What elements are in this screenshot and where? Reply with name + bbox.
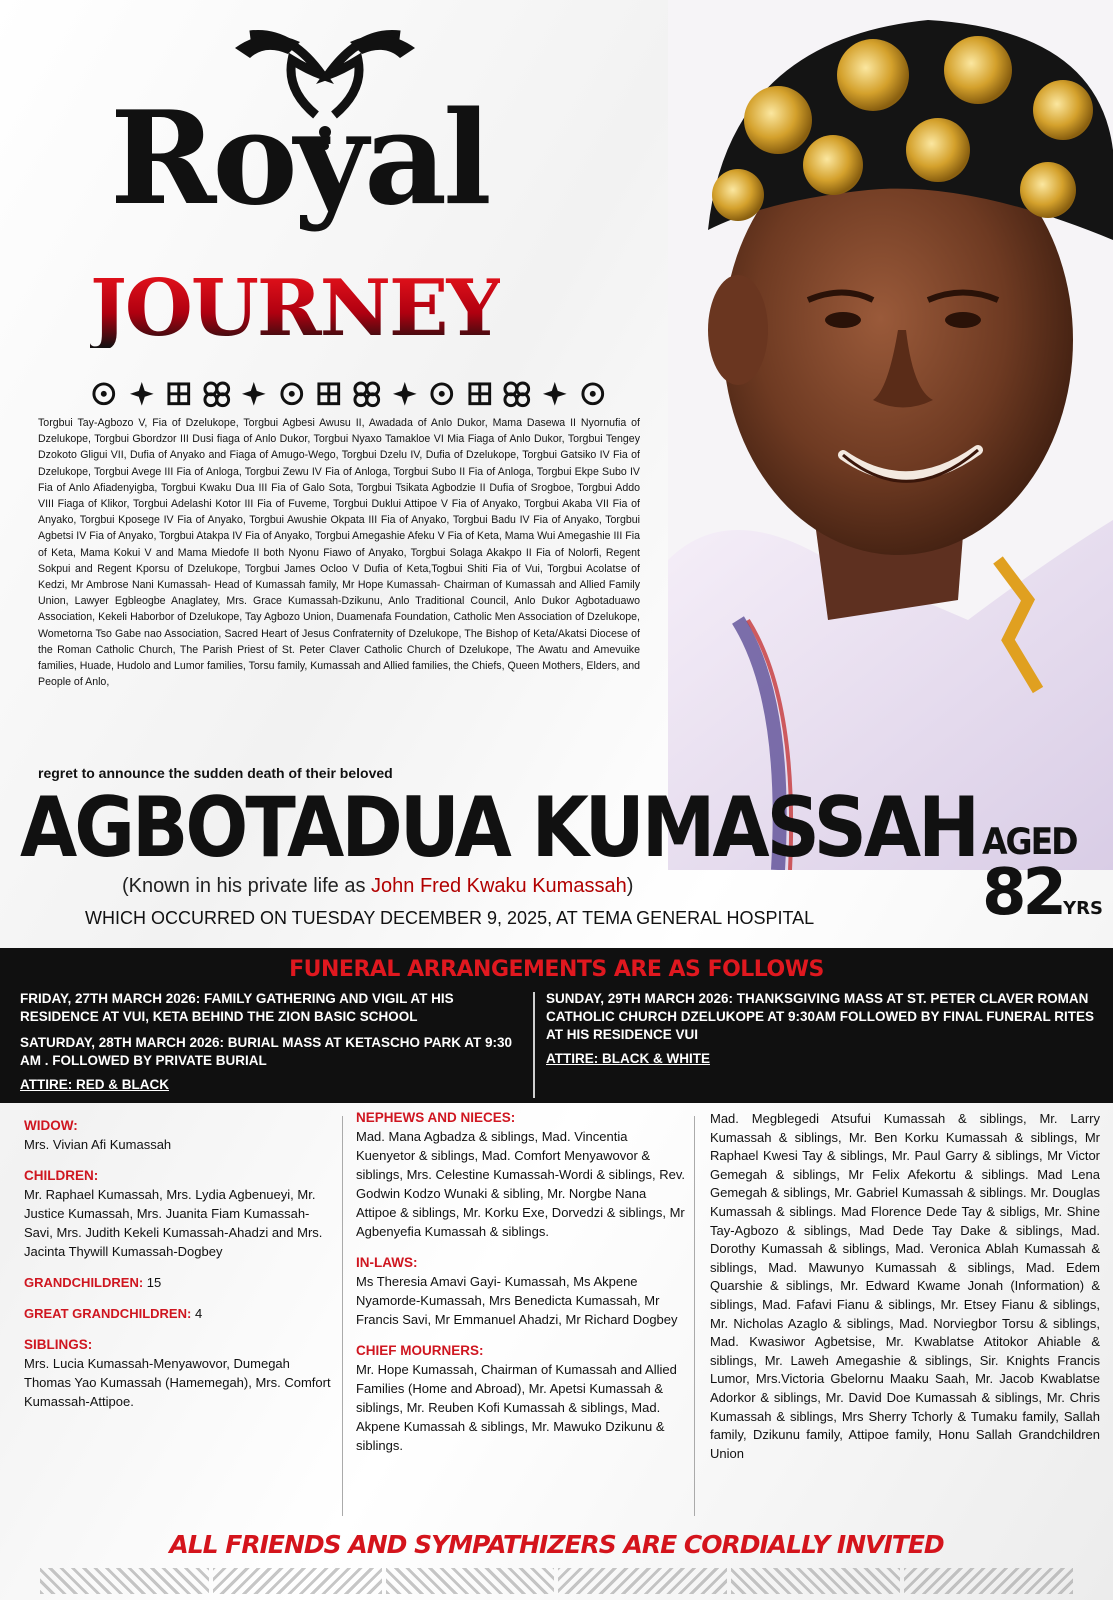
- family-column-2: [356, 1108, 686, 1467]
- adinkra-symbol-icon: [389, 380, 421, 408]
- great-grandchildren-heading: GREAT GRANDCHILDREN:: [24, 1306, 192, 1321]
- siblings-text: Mrs. Lucia Kumassah-Menyawovor, Dumegah Thomas Yao Kumassah (Hamemegah), Mrs. Comfort Kumassah-Attipoe.: [24, 1356, 331, 1409]
- pattern-tile-icon: [558, 1568, 727, 1594]
- footer-invitation: ALL FRIENDS AND SYMPATHIZERS ARE CORDIALLY INVITED: [169, 1530, 944, 1559]
- adinkra-symbol-icon: [539, 380, 571, 408]
- adinkra-symbol-icon: [464, 380, 496, 408]
- portrait-photo: [668, 0, 1113, 870]
- adinkra-symbol-icon: [201, 380, 233, 408]
- family-column-3: Mad. Megblegedi Atsufui Kumassah & siblings, Mr. Larry Kumassah & siblings, Mr. Ben Korku Kumassah & siblings, Mr Raphael Kwesi Tay & siblings, Mr. Paul Garry & siblings, Mr Victor Gemegah & siblings, Mr Felix Afekortu & siblings. Mad Lena Gemegah & siblings, Mr. Gabriel Kumassah & siblings. Mr. Douglas Kumassah & siblings. Mad Florence Dede Tay & sibligs, Mr. Shine Tay-Agbozo & siblings, Mad Dede Tay Dake & siblings, Mad. Dorothy Kumassah & siblings, Mad. Veronica Ablah Kumassah & siblings, Mad. Mawunyo Kumassah & siblings, Mad. Edem Quarshie & siblings, Mr. Edward Kwame Jonah (Information) & siblings, Mad. Fafavi Fianu & siblings, Mr. Etsey Fianu & siblings, Mr. Nicholas Azaglo & siblings, Mad. Norviegbor Torsu & siblings, Mad. Kwasiwor Agbetsise, Mr. Kwablatse Atitokor Ahiable & siblings, Mr. Laweh Amegashie & siblings, Sir. Knights Francis Lumor, Mrs.Victoria Gbelornu Maaku Saah, Mr. Jacob Kwablatse Adorkor & siblings, Mr. David Doe Kumassah & siblings, Mr. Chris Kumassah & siblings, Mrs Sherry Tchorly & Tumaku family, Sallah family, Dzikunu family, Attipoe family, Honu Sallah Grandchildren Union: [710, 1111, 1100, 1461]
- arrangements-title: FUNERAL ARRANGEMENTS ARE AS FOLLOWS: [289, 957, 824, 982]
- title-royal: Royal: [110, 84, 488, 234]
- attire-left: ATTIRE: RED & BLACK: [20, 1077, 169, 1092]
- pattern-tile-icon: [386, 1568, 555, 1594]
- adinkra-symbol-icon: [351, 380, 383, 408]
- pattern-tile-icon: [40, 1568, 209, 1594]
- grandchildren-heading: GRANDCHILDREN:: [24, 1275, 144, 1290]
- adinkra-symbol-icon: [577, 380, 609, 408]
- inlaws-text: Ms Theresia Amavi Gayi- Kumassah, Ms Akpene Nyamorde-Kumassah, Mrs Benedicta Kumassah, Mr Francis Savi, Mr Emmanuel Ahadzi, Mr Richard Dogbey: [356, 1274, 678, 1327]
- deceased-name: AGBOTADUA KUMASSAH: [20, 780, 978, 877]
- known-prefix: (Known in his private life as: [122, 875, 372, 897]
- column-divider: [342, 1116, 343, 1516]
- column-divider: [694, 1116, 695, 1516]
- attire-right: ATTIRE: BLACK & WHITE: [546, 1051, 710, 1066]
- years-label: YRS: [1063, 898, 1103, 919]
- widow-text: Mrs. Vivian Afi Kumassah: [24, 1137, 172, 1152]
- inlaws-heading: IN-LAWS:: [356, 1255, 418, 1270]
- funeral-arrangements-band: [0, 948, 1113, 1103]
- widow-heading: WIDOW:: [24, 1118, 78, 1133]
- pattern-tile-icon: [904, 1568, 1073, 1594]
- adinkra-symbol-icon: [426, 380, 458, 408]
- adinkra-symbol-icon: [126, 380, 158, 408]
- death-details: WHICH OCCURRED ON TUESDAY DECEMBER 9, 2025, AT TEMA GENERAL HOSPITAL: [85, 908, 815, 928]
- pattern-tile-icon: [213, 1568, 382, 1594]
- grandchildren-count: 15: [146, 1275, 162, 1290]
- family-column-1: [24, 1116, 334, 1423]
- aged-label: AGED: [982, 820, 1077, 863]
- chief-mourners-text: Mr. Hope Kumassah, Chairman of Kumassah and Allied Families (Home and Abroad), Mr. Apetsi Kumassah & siblings, Mr. Reuben Kofi Kumassah & siblings, Mad. Akpene Kumassah & siblings, Mr. Mawuko Dzikunu & siblings.: [356, 1362, 677, 1453]
- pattern-tile-icon: [731, 1568, 900, 1594]
- friday-arrangement: FRIDAY, 27TH MARCH 2026: FAMILY GATHERING AND VIGIL AT HIS RESIDENCE AT VUI, KETA BEHIND THE ZION BASIC SCHOOL: [20, 991, 454, 1024]
- saturday-arrangement: SATURDAY, 28TH MARCH 2026: BURIAL MASS AT KETASCHO PARK AT 9:30 AM . FOLLOWED BY PRIVATE BURIAL: [20, 1035, 513, 1068]
- known-name: John Fred Kwaku Kumassah: [371, 875, 627, 897]
- age-badge: [982, 820, 1103, 930]
- nephews-heading: NEPHEWS AND NIECES:: [356, 1110, 516, 1125]
- band-divider: [533, 992, 535, 1098]
- adinkra-symbol-icon: [501, 380, 533, 408]
- adinkra-border: [88, 378, 608, 410]
- children-heading: CHILDREN:: [24, 1168, 99, 1183]
- regret-line: regret to announce the sudden death of their beloved: [38, 765, 393, 781]
- age-number: 82: [982, 856, 1064, 930]
- siblings-heading: SIBLINGS:: [24, 1337, 93, 1352]
- adinkra-symbol-icon: [88, 380, 120, 408]
- arrangements-left: [20, 990, 530, 1094]
- chief-mourners-heading: CHIEF MOURNERS:: [356, 1343, 484, 1358]
- adinkra-symbol-icon: [238, 380, 270, 408]
- footer-pattern: [40, 1568, 1073, 1598]
- announcers-text: Torgbui Tay-Agbozo V, Fia of Dzelukope, Torgbui Agbesi Awusu II, Awadada of Anlo Dukor, Mama Dasewa II Nyornufia of Dzelukope, Torgbui Gbordzor III Dusi fiaga of Anlo Dukor, Torgbui Nyaxo Tamakloe VI Mia Fiaga of Anlo Dukor, Torgbui Tengey Dzokoto Gligui VII, Dufia of Anyako and Fiaga of Amugo-Wego, Torgbui Dzelu IV, Dufia of Dzelukope, Torgbui Gatsiko IV Fia of Dzelukope, Torgbui Avege III Fia of Anloga, Torgbui Zewu IV Fia of Anloga, Torgbui Subo II Fia of Anloga, Torgbui Ekpe Subo IV Fia of Anlo Afiadenyigba, Torgbui Kwaku Dua III Fia of Galo Sota, Torgbui Tsikata Agbodzie II Dufia of Srogboe, Torgbui Addo VIII Fiaga of Klikor, Torgbui Adelashi Kotor III Fia of Fuveme, Torgbui Duklui Attipoe V Fia of Anyako, Torgbui Akaba VII Fia of Anyako, Torgbui Kposege IV Fia of Anyako, Torgbui Awushie Okpata III Fia of Anyako, Torgbui Badu IV Fia of Anyako, Torgbui Agbetsi IV Fia of Anyako, Torgbui Atakpa IV Fia of Anyako, Torgbui Amegashie Afeku V Fia of Keta, Mama Wui Amegashie III Fia of Keta, Mama Kokui V and Mama Miedofe II both Nyonu Fiawo of Anyako, Torgbui Solaga Akakpo II Fia of Nolorfi, Regent Sokpui and Regent Kporsu of Dzelukope, Torgbui James Ocloo V Dufia of Keta,Togbui Shiti Fia of Vui, Torgbui Acolatse of Kedzi, Mr Ambrose Nani Kumassah- Head of Kumassah family, Mr Hope Kumassah- Chairman of Kumassah and Allied Family Union, Lawyer Egbleogbe Anaglatey, Mrs. Grace Kumassah-Dzikunu, Anlo Traditional Council, Anlo Dukor Agbotaduawo Association, Kekeli Haborbor of Dzelukope, Tay Agbozo Union, Duamenafa Foundation, Catholic Men Association of Dzelukope, Wometorna Tso Gabe nao Association, Sacred Heart of Jesus Confraternity of Dzelukope, The Bishop of Keta/Akatsi Diocese of the Roman Catholic Church, The Parish Priest of St. Peter Claver Catholic Church of Dzelukope, The Awatu and Amevuike families, Huade, Hudolo and Lumor families, Torsu family, Kumassah and Allied families, the Chiefs, Queen Mothers, Elders, and People of Anlo,: [38, 417, 640, 689]
- nephews-text: Mad. Mana Agbadza & siblings, Mad. Vincentia Kuenyetor & siblings, Mad. Comfort Menyawovor & siblings, Mrs. Celestine Kumassah-Wordi & siblings, Rev. Godwin Kodzo Wunaki & sibling, Mr. Norgbe Nana Attipoe & siblings, Mr. Korku Exe, Dorvedzi & siblings, Mr Agbenyefia Kumassah & siblings.: [356, 1129, 685, 1239]
- children-text: Mr. Raphael Kumassah, Mrs. Lydia Agbenueyi, Mr. Justice Kumassah, Mrs. Juanita Fiam Kumassah-Savi, Mrs. Judith Kekeli Kumassah-Ahadzi and Mrs. Jacinta Thywill Kumassah-Dogbey: [24, 1187, 323, 1259]
- adinkra-symbol-icon: [163, 380, 195, 408]
- family-section: [0, 1108, 1113, 1528]
- adinkra-symbol-icon: [313, 380, 345, 408]
- sunday-arrangement: SUNDAY, 29TH MARCH 2026: THANKSGIVING MASS AT ST. PETER CLAVER ROMAN CATHOLIC CHURCH DZELUKOPE AT 9:30AM FOLLOWED BY FINAL FUNERAL RITES AT HIS RESIDENCE VUI: [546, 991, 1095, 1042]
- arrangements-right: [546, 990, 1106, 1068]
- great-grandchildren-count: 4: [194, 1306, 203, 1321]
- adinkra-symbol-icon: [276, 380, 308, 408]
- known-suffix: ): [626, 875, 634, 897]
- known-as: [122, 875, 633, 898]
- title-journey: JOURNEY: [90, 263, 501, 354]
